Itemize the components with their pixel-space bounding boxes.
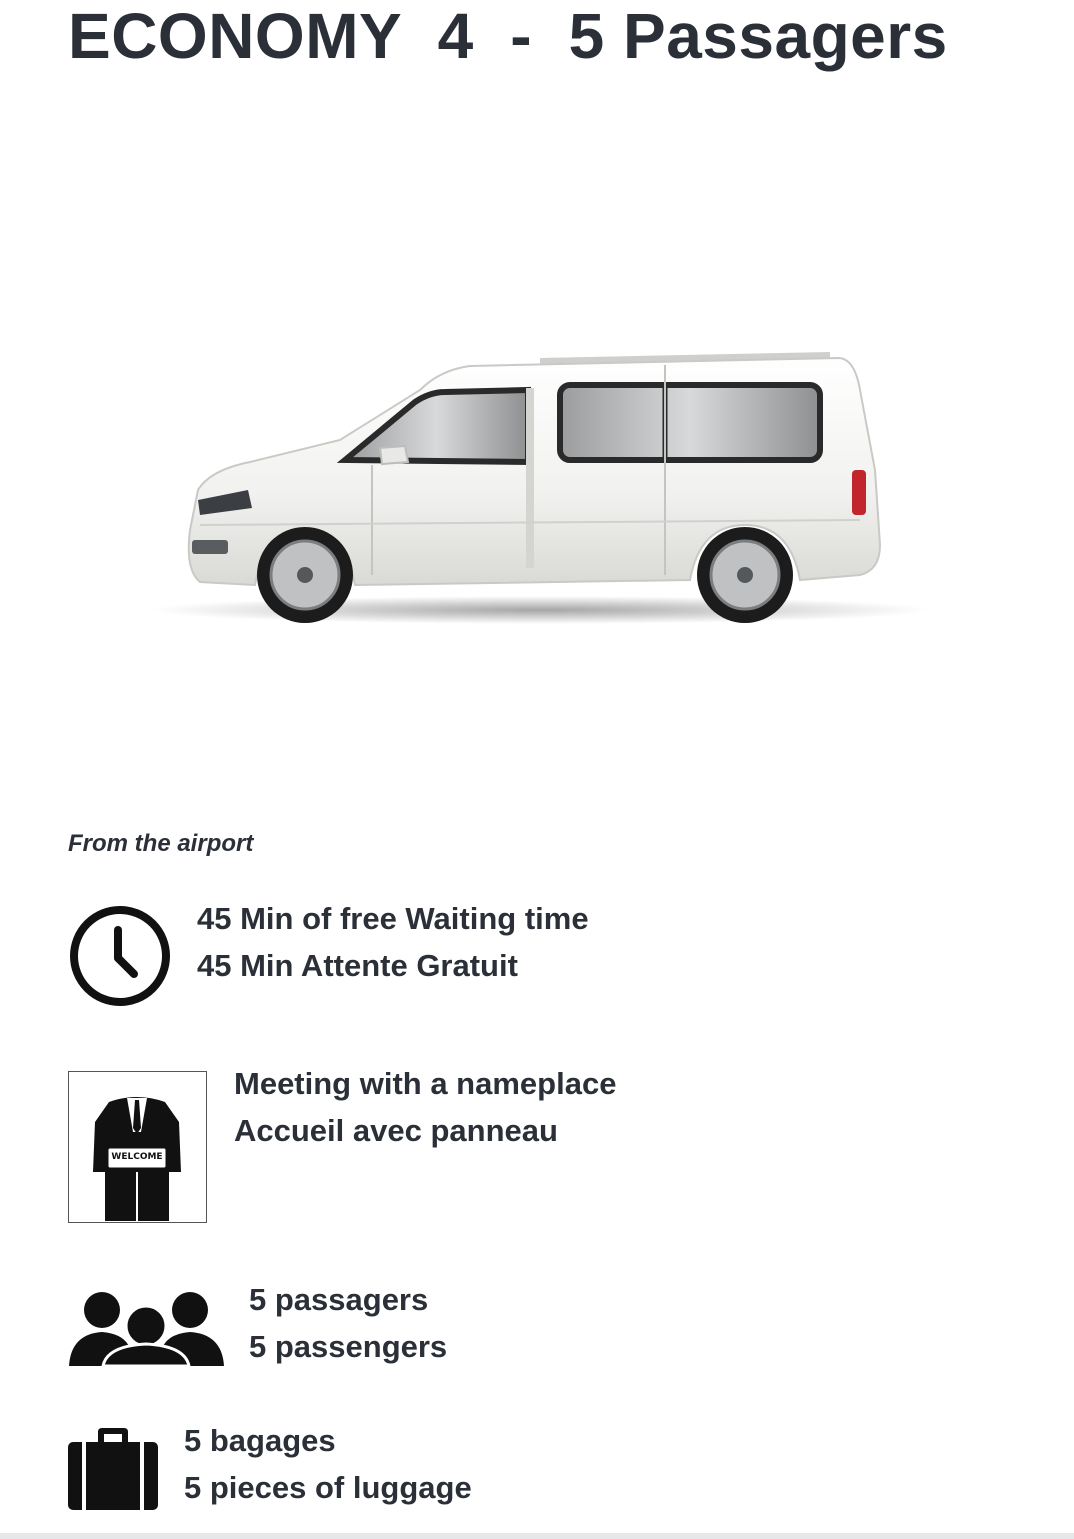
feature-waiting-line2: 45 Min Attente Gratuit [197, 948, 518, 983]
feature-passengers [249, 1276, 447, 1370]
section-subtitle: From the airport [68, 830, 254, 857]
feature-meeting-line1: Meeting with a nameplace [234, 1066, 617, 1101]
welcome-sign-icon [68, 1071, 207, 1223]
suitcase-icon [68, 1428, 158, 1510]
feature-passengers-line2: 5 passengers [249, 1329, 448, 1364]
people-group-icon [69, 1290, 224, 1366]
feature-meeting-line2: Accueil avec panneau [234, 1113, 558, 1148]
feature-waiting-time [197, 895, 589, 989]
van-icon [140, 330, 940, 630]
bottom-divider [0, 1533, 1074, 1539]
feature-luggage-line1: 5 bagages [184, 1423, 336, 1458]
welcome-sign-text: WELCOME [111, 1152, 163, 1162]
feature-luggage-line2: 5 pieces of luggage [184, 1470, 472, 1505]
feature-luggage [184, 1417, 472, 1511]
suit-figure-icon [69, 1072, 205, 1221]
feature-passengers-line1: 5 passagers [249, 1282, 429, 1317]
page-title: ECONOMY 4 - 5 Passagers [68, 0, 948, 72]
feature-waiting-line1: 45 Min of free Waiting time [197, 901, 589, 936]
feature-meeting [234, 1060, 616, 1154]
clock-icon [68, 904, 172, 1008]
